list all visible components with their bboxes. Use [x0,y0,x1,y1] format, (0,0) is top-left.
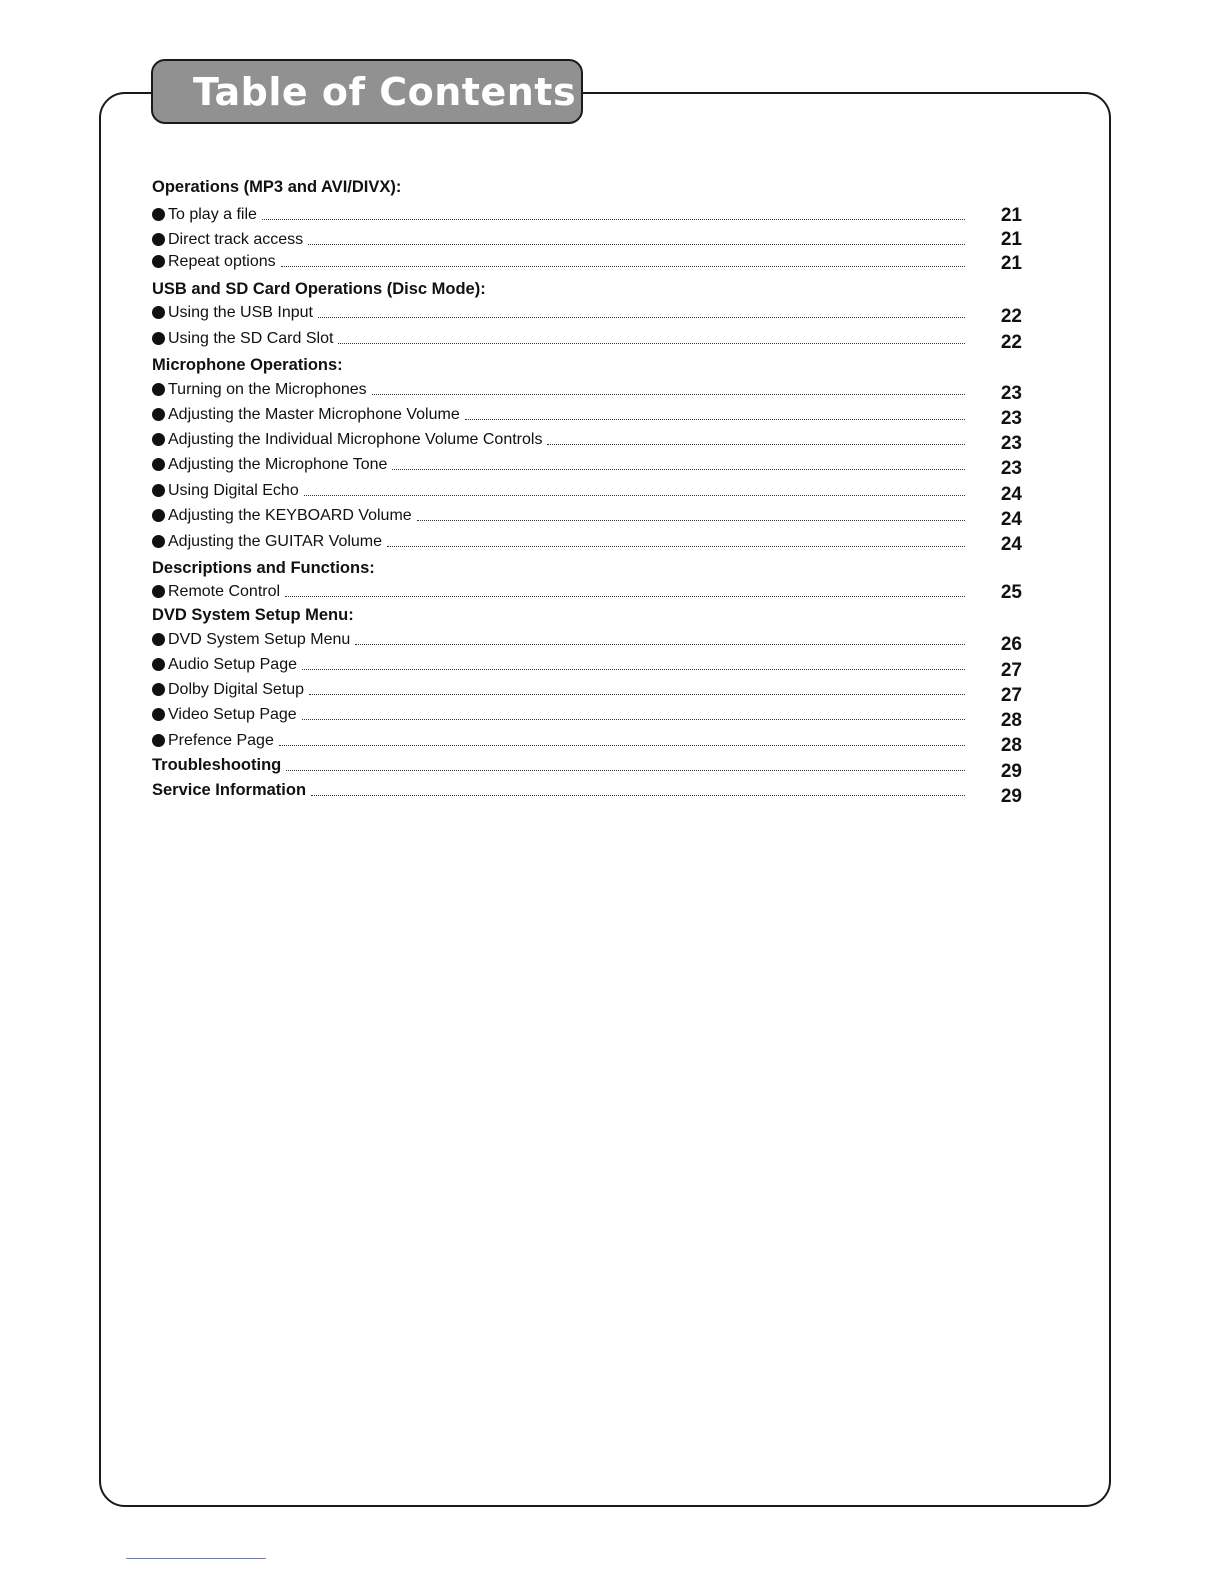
page-number: 23 [1000,383,1022,404]
entry-label: Turning on the Microphones [168,381,367,398]
dot-leader [465,418,965,420]
dot-leader [547,443,965,445]
dot-leader [281,265,965,267]
page-number: 27 [1000,685,1022,706]
page-title: Table of Contents [193,69,577,114]
entry-label: Adjusting the GUITAR Volume [168,533,383,550]
page-number: 29 [1000,761,1022,782]
dot-leader [387,545,965,547]
toc-entry[interactable] [152,404,965,424]
bullet-icon [152,383,165,396]
page-number: 24 [1000,534,1022,555]
toc-entry[interactable] [152,302,965,322]
toc-entry[interactable] [152,379,965,399]
toc-entry[interactable] [152,730,965,750]
toc-entry[interactable] [152,581,965,601]
bullet-icon [152,458,165,471]
toc-entry[interactable] [152,454,965,474]
toc-entry[interactable] [152,328,965,348]
entry-label: Dolby Digital Setup [168,681,305,698]
page-number: 23 [1000,408,1022,429]
dot-leader [302,668,965,670]
page-number: 21 [1000,205,1022,226]
bullet-icon [152,633,165,646]
bullet-icon [152,585,165,598]
section-heading-microphone: Microphone Operations: [152,356,343,374]
bullet-icon [152,433,165,446]
section-heading-operations: Operations (MP3 and AVI/DIVX): [152,178,402,196]
toc-entry[interactable] [152,429,965,449]
page-number: 21 [1000,253,1022,274]
page-number: 29 [1000,786,1022,807]
dot-leader [372,393,965,395]
toc-entry[interactable] [152,629,965,649]
page-number: 21 [1000,229,1022,250]
dot-leader [338,342,965,344]
toc-entry[interactable] [152,679,965,699]
dot-leader [262,218,965,220]
entry-label: Adjusting the Microphone Tone [168,456,388,473]
entry-label: Adjusting the KEYBOARD Volume [168,507,412,524]
bullet-icon [152,408,165,421]
page-number: 28 [1000,735,1022,756]
section-heading-dvd-setup: DVD System Setup Menu: [152,606,354,624]
toc-entry[interactable] [152,531,965,551]
toc-entry[interactable] [152,251,965,271]
title-tab [151,59,583,124]
entry-label: Using the SD Card Slot [168,330,334,347]
entry-label: Troubleshooting [152,756,282,774]
dot-leader [308,243,965,245]
bullet-icon [152,708,165,721]
bullet-icon [152,208,165,221]
page-number: 27 [1000,660,1022,681]
entry-label: To play a file [168,206,257,223]
toc-entry[interactable] [152,480,965,500]
bullet-icon [152,233,165,246]
page-number: 26 [1000,634,1022,655]
dot-leader [311,794,965,796]
bullet-icon [152,683,165,696]
bullet-icon [152,332,165,345]
toc-entry[interactable] [152,505,965,525]
dot-leader [309,693,965,695]
entry-label: Using the USB Input [168,304,313,321]
entry-label: Audio Setup Page [168,656,297,673]
bullet-icon [152,535,165,548]
dot-leader [304,494,965,496]
entry-label: Direct track access [168,231,304,248]
entry-label: Adjusting the Individual Microphone Volume Controls [168,431,543,448]
section-heading-usb-sd: USB and SD Card Operations (Disc Mode): [152,280,486,298]
dot-leader [279,744,965,746]
toc-entry-troubleshooting[interactable] [152,755,965,775]
bullet-icon [152,306,165,319]
entry-label: Remote Control [168,583,281,600]
entry-label: Adjusting the Master Microphone Volume [168,406,460,423]
dot-leader [417,519,965,521]
dot-leader [355,643,965,645]
dot-leader [285,595,965,597]
dot-leader [302,718,965,720]
bottom-divider [126,1558,266,1559]
dot-leader [318,316,965,318]
page-number: 24 [1000,484,1022,505]
bullet-icon [152,734,165,747]
entry-label: Repeat options [168,253,276,270]
dot-leader [286,769,965,771]
entry-label: Video Setup Page [168,706,297,723]
toc-entry[interactable] [152,704,965,724]
page-number: 22 [1000,332,1022,353]
dot-leader [392,468,965,470]
bullet-icon [152,484,165,497]
entry-label: Prefence Page [168,732,274,749]
page-number: 24 [1000,509,1022,530]
entry-label: Service Information [152,781,307,799]
toc-entry[interactable] [152,654,965,674]
entry-label: Using Digital Echo [168,482,299,499]
toc-entry[interactable] [152,204,965,224]
section-heading-descriptions: Descriptions and Functions: [152,559,375,577]
page-number: 22 [1000,306,1022,327]
bullet-icon [152,509,165,522]
page-number: 28 [1000,710,1022,731]
bullet-icon [152,255,165,268]
bullet-icon [152,658,165,671]
page-number: 23 [1000,458,1022,479]
page-number: 23 [1000,433,1022,454]
entry-label: DVD System Setup Menu [168,631,351,648]
page-number: 25 [1000,582,1022,603]
toc-entry[interactable] [152,229,965,249]
toc-entry-service-information[interactable] [152,780,965,800]
